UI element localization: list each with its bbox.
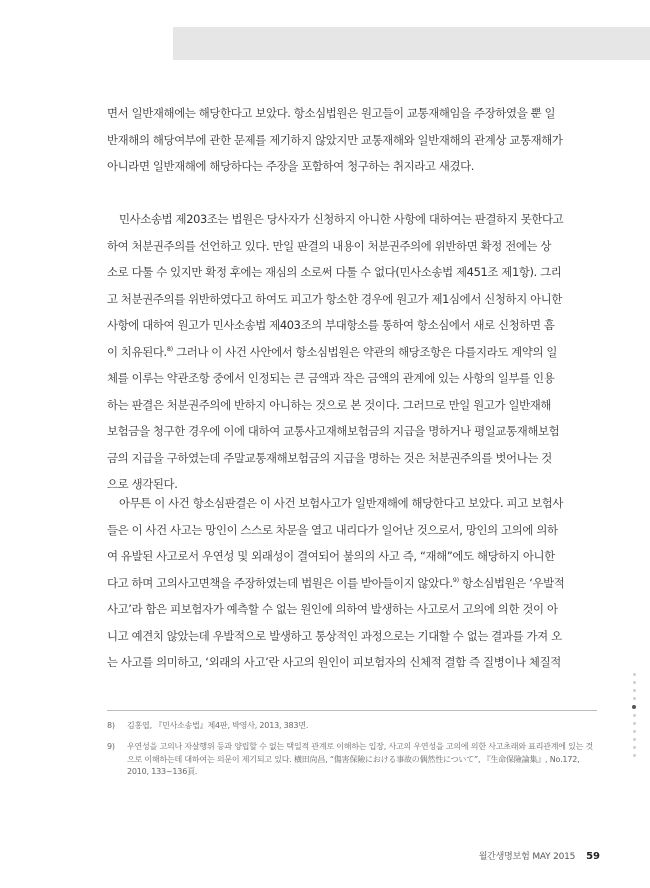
text-line: 보험금을 청구한 경우에 이에 대하여 교통사고재해보험금의 지급을 명하거나 평일교통재해보험	[107, 424, 560, 438]
position-dot	[633, 730, 636, 733]
text-line: 으로 생각된다.	[107, 477, 178, 491]
text-line: 소로 다툴 수 있지만 확정 후에는 재심의 소로써 다툴 수 없다(민사소송법 제451조 제1항). 그리	[107, 265, 562, 279]
paragraph-3	[107, 490, 597, 676]
page-position-indicator	[631, 673, 637, 762]
position-dot	[633, 746, 636, 749]
footnote-number: 8)	[107, 721, 115, 730]
text-line: 금의 지급을 구하였는데 주말교통재해보험금의 지급을 명하는 것은 처분권주의를 벗어나는 것	[107, 450, 552, 465]
text-line: 고 처분권주의를 위반하였다고 하여도 피고가 항소한 경우에 원고가 제1심에서 신청하지 아니한	[107, 291, 563, 306]
text-line: 들은 이 사건 사고는 망인이 스스로 차문을 열고 내리다가 일어난 것으로서, 망인의 고의에 의하	[107, 522, 558, 537]
text-line: 는 사고를 의미하고, ‘외래의 사고’란 사고의 원인이 피보험자의 신체적 결함 즉 질병이나 체질적	[107, 655, 561, 669]
text-line: 하여 처분권주의를 선언하고 있다. 만일 판결의 내용이 처분권주의에 위반하면 확정 전에는 상	[107, 238, 552, 253]
text-line: 아무튼 이 사건 항소심판결은 이 사건 보험사고가 일반재해에 해당한다고 보았다. 피고 보험사	[119, 496, 564, 510]
text-line: 여 유발된 사고로서 우연성 및 외래성이 결여되어 불의의 사고 즉, “재해”에도 해당하지 아니한	[107, 549, 555, 563]
position-dot	[633, 714, 636, 717]
text-segment: 다고 하며 고의사고면책을 주장하였는데 법원은 이를 받아들이지 않았다.	[107, 575, 453, 590]
text-line	[107, 570, 597, 597]
position-dot	[633, 681, 636, 684]
page-number: 59	[586, 851, 600, 862]
position-dot	[633, 754, 636, 757]
position-dot	[633, 722, 636, 725]
footnote-9	[107, 741, 597, 779]
text-line: 하는 판결은 처분권주의에 반하지 아니하는 것으로 본 것이다. 그러므로 만일 원고가 일반재해	[107, 397, 552, 412]
position-dot	[633, 673, 636, 676]
text-line: 체를 이루는 약관조항 중에서 인정되는 큰 금액과 작은 금액의 관계에 있는 사항의 일부를 인용	[107, 371, 555, 385]
text-segment: 항소심법원은 ‘우발적	[458, 575, 565, 590]
footnote-text	[127, 741, 597, 779]
footnote-line: 우연성을 고의나 자살행위 등과 양립할 수 없는 택일적 관계로 이해하는 입장, 사고의 우연성을 고의에 의한 사고초래와 표리관계에 있는 것	[127, 742, 594, 751]
text-line: 반재해의 해당여부에 관한 문제를 제기하지 않았지만 교통재해와 일반재해의 관계상 교통재해가	[107, 132, 563, 147]
footnote-line: 2010, 133~136頁.	[127, 767, 198, 776]
text-line: 민사소송법 제203조는 법원은 당사자가 신청하지 아니한 사항에 대하여는 판결하지 못한다고	[119, 212, 564, 226]
paragraph-2	[107, 206, 597, 498]
footnote-line: 으로 이해하는데 대하여는 의문이 제기되고 있다. 橫田尙昌, “傷害保險における事故の偶然性について”, 『生命保險論集』, No.172,	[127, 754, 580, 764]
text-line: 아니라면 일반재해에 해당하다는 주장을 포함하여 청구하는 취지라고 새겼다.	[107, 159, 475, 173]
footnote-ref-9[interactable]: 9)	[452, 575, 459, 584]
footnote-8	[107, 720, 597, 733]
footnote-number: 9)	[107, 742, 115, 751]
footnote-ref-8[interactable]: 8)	[166, 344, 173, 353]
text-line	[107, 339, 597, 366]
position-dot	[633, 697, 636, 700]
text-line: 면서 일반재해에는 해당한다고 보았다. 항소심법원은 원고들이 교통재해임을 주장하였을 뿐 일	[107, 106, 556, 120]
position-dot	[633, 689, 636, 692]
text-segment: 이 치유된다.	[107, 344, 167, 359]
footnote-divider	[107, 710, 597, 711]
position-dot-active	[632, 705, 636, 709]
text-line: 사항에 대하여 원고가 민사소송법 제403조의 부대항소를 통하여 항소심에서 새로 신청하면 흠	[107, 318, 555, 332]
header-bar	[173, 27, 650, 60]
magazine-title: 월간생명보험 MAY 2015	[478, 852, 576, 862]
page-footer	[440, 849, 600, 863]
text-line: 니고 예견치 않았는데 우발적으로 발생하고 통상적인 과정으로는 기대할 수 없는 결과를 가져 오	[107, 628, 562, 643]
paragraph-1	[107, 100, 597, 180]
footnote-text: 김홍엽, 『민사소송법』제4판, 박영사, 2013, 383면.	[127, 721, 309, 730]
text-line: 사고’라 함은 피보험자가 예측할 수 없는 원인에 의하여 발생하는 사고로서 고의에 의한 것이 아	[107, 602, 558, 616]
position-dot	[633, 738, 636, 741]
text-segment: 그러나 이 사건 사안에서 항소심법원은 약관의 해당조항은 다를지라도 계약의 일	[172, 344, 558, 359]
